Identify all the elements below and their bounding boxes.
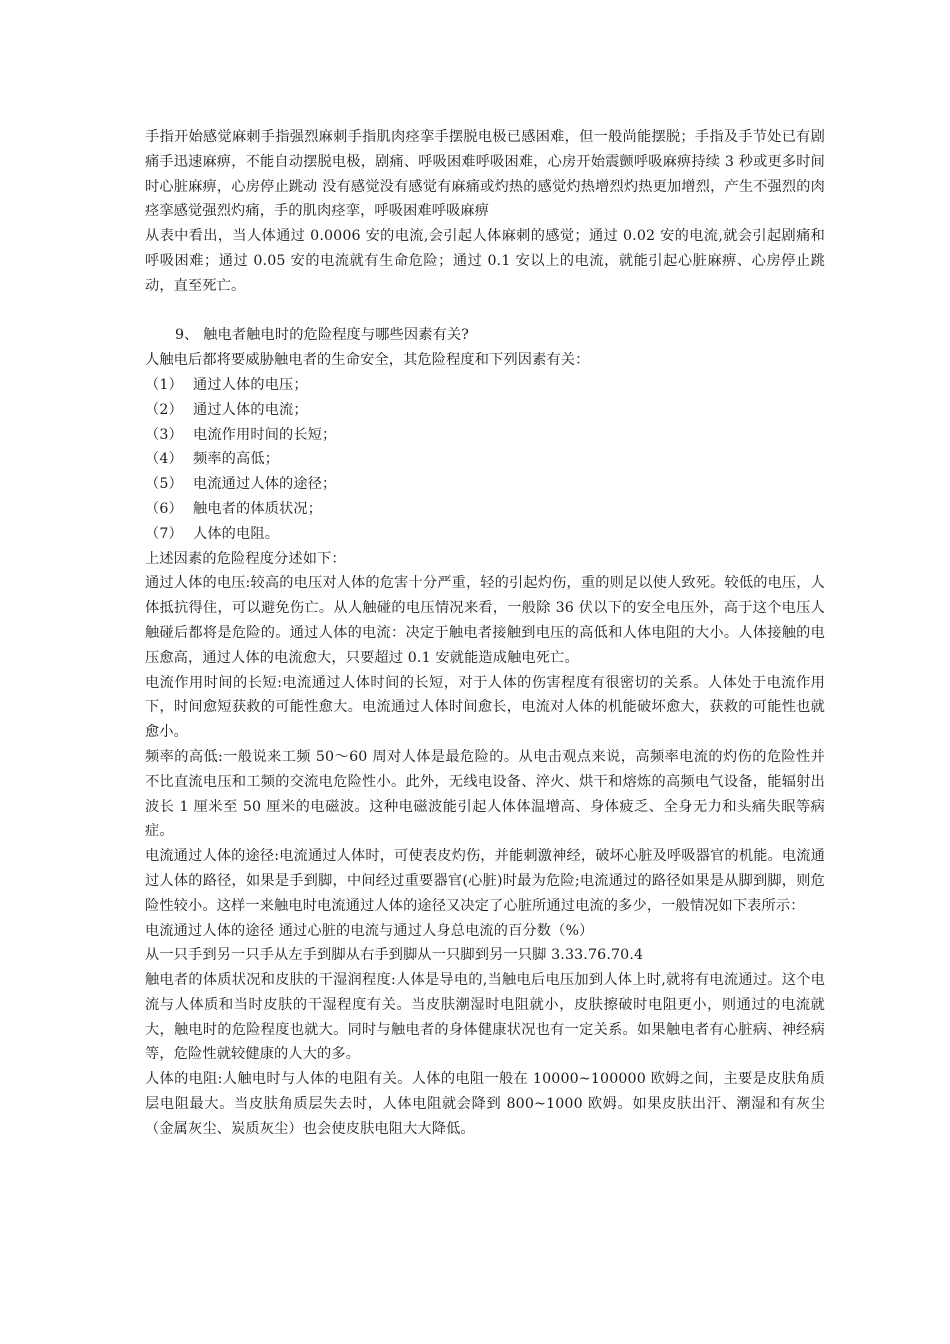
list-number: （2） xyxy=(145,401,183,418)
paragraph-summary-intro: 上述因素的危险程度分述如下： xyxy=(145,550,346,567)
spacer xyxy=(145,299,825,324)
document-page xyxy=(145,125,825,1142)
list-number: （7） xyxy=(145,525,183,542)
paragraph-constitution: 触电者的体质状况和皮肤的干湿润程度:人体是导电的,当触电后电压加到人体上时,就将有电流通过。这个电流与人体质和当时皮肤的干湿程度有关。当皮肤潮湿时电阻就小，皮肤擦破时电阻更小，则通过的电流就大，触电时的危险程度也就大。同时与触电者的身体健康状况也有一定关系。如果触电者有心脏病、神经病等，危险性就较健康的人大的多。 xyxy=(145,972,825,1063)
list-text: 人体的电阻。 xyxy=(193,525,280,542)
list-item xyxy=(145,472,825,497)
list-text: 电流通过人体的途径； xyxy=(193,476,337,493)
list-text: 通过人体的电流； xyxy=(193,401,308,418)
list-number: （5） xyxy=(145,476,183,493)
list-item xyxy=(145,522,825,547)
paragraph-intro: 人触电后都将要威胁触电者的生命安全，其危险程度和下列因素有关： xyxy=(145,352,590,369)
list-item xyxy=(145,447,825,472)
paragraph-table-row: 从一只手到另一只手从左手到脚从右手到脚从一只脚到另一只脚 3.33.76.70.4 xyxy=(145,947,644,964)
paragraph-table-remainder: 手指开始感觉麻刺手指强烈麻刺手指肌肉痉挛手摆脱电极已感困难，但一般尚能摆脱；手指及手节处已有剧痛手迅速麻痹，不能自动摆脱电极，剧痛、呼吸困难呼吸困难，心房开始震颤呼吸麻痹持续 3 秒或更多时间时心脏麻痹，心房停止跳动 没有感觉没有感觉有麻痛或灼热的感觉灼热增烈灼热更加增烈，产生不强烈的肉痉挛感觉强烈灼痛，手的肌肉痉挛，呼吸困难呼吸麻痹 xyxy=(145,129,825,220)
list-text: 频率的高低； xyxy=(193,451,280,468)
list-number: （6） xyxy=(145,500,183,517)
question-heading: 9、 触电者触电时的危险程度与哪些因素有关? xyxy=(175,327,470,344)
list-text: 通过人体的电压； xyxy=(193,376,308,393)
list-number: （3） xyxy=(145,426,183,443)
list-text: 触电者的体质状况； xyxy=(193,500,323,517)
list-item xyxy=(145,423,825,448)
paragraph-frequency: 频率的高低:一般说来工频 50～60 周对人体是最危险的。从电击观点来说，高频率电流的灼伤的危险性并不比直流电压和工频的交流电危险性小。此外，无线电设备、淬火、烘干和熔炼的高频电气设备，能辐射出波长 1 厘米至 50 厘米的电磁波。这种电磁波能引起人体体温增高、身体疲乏、全身无力和头痛失眠等病症。 xyxy=(145,748,825,840)
list-number: （1） xyxy=(145,376,183,393)
paragraph-table-header: 电流通过人体的途径 通过心脏的电流与通过人身总电流的百分数（%） xyxy=(145,922,594,939)
paragraph-voltage: 通过人体的电压:较高的电压对人体的危害十分严重，轻的引起灼伤，重的则足以使人致死。较低的电压，人体抵抗得住，可以避免伤亡。从人触碰的电压情况来看，一般除 36 伏以下的安全电压外，高于这个电压人触碰后都将是危险的。通过人体的电流：决定于触电者接触到电压的高低和人体电阻的大小。人体接触的电压愈高，通过人体的电流愈大，只要超过 0.1 安就能造成触电死亡。 xyxy=(145,575,825,666)
paragraph-resistance: 人体的电阻:人触电时与人体的电阻有关。人体的电阻一般在 10000~100000 欧姆之间，主要是皮肤角质层电阻最大。当皮肤角质层失去时，人体电阻就会降到 800~1000 欧姆。如果皮肤出汗、潮湿和有灰尘（金属灰尘、炭质灰尘）也会使皮肤电阻大大降低。 xyxy=(145,1071,825,1137)
list-number: （4） xyxy=(145,451,183,468)
factor-list xyxy=(145,373,825,547)
list-item xyxy=(145,373,825,398)
list-text: 电流作用时间的长短； xyxy=(193,426,337,443)
paragraph-table-conclusion: 从表中看出，当人体通过 0.0006 安的电流,会引起人体麻刺的感觉；通过 0.02 安的电流,就会引起剧痛和呼吸困难；通过 0.05 安的电流就有生命危险；通过 0.1 安以上的电流，就能引起心脏麻痹、心房停止跳动，直至死亡。 xyxy=(145,228,825,294)
list-item xyxy=(145,497,825,522)
paragraph-path: 电流通过人体的途径:电流通过人体时，可使表皮灼伤，并能刺激神经，破坏心脏及呼吸器官的机能。电流通过人体的路径，如果是手到脚，中间经过重要器官(心脏)时最为危险;电流通过的路径如果是从脚到脚，则危险性较小。这样一来触电时电流通过人体的途径又决定了心脏所通过电流的多少，一般情况如下表所示： xyxy=(145,848,825,914)
list-item xyxy=(145,398,825,423)
paragraph-duration: 电流作用时间的长短:电流通过人体时间的长短，对于人体的伤害程度有很密切的关系。人体处于电流作用下，时间愈短获救的可能性愈大。电流通过人体时间愈长，电流对人体的机能破坏愈大，获救的可能性也就愈小。 xyxy=(145,674,825,741)
